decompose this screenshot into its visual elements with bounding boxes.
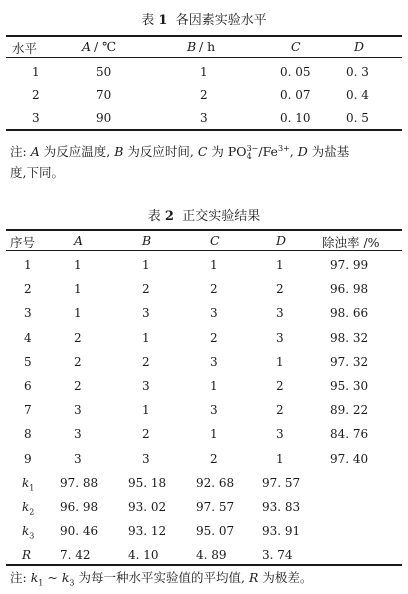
table2-cell: 2 xyxy=(276,379,284,393)
table2-header-removal-rate: 除浊率 /% xyxy=(322,235,380,250)
table2-cell: 3 xyxy=(276,306,284,321)
table2-stat-symbol: R xyxy=(22,548,32,563)
table2-cell: 1 xyxy=(210,427,218,442)
table2-cell: 1 xyxy=(74,258,82,272)
table2-cell: 7 xyxy=(24,403,32,418)
table1-header-d: D xyxy=(354,39,365,54)
table2-note-k3: k xyxy=(61,570,70,585)
table1-note-b: B xyxy=(114,144,124,160)
table2-cell: 8 xyxy=(24,427,32,442)
table2-cell: 3 xyxy=(142,306,150,321)
table2-note-prefix: 注: xyxy=(10,570,27,585)
table2-cell: 6 xyxy=(24,379,32,393)
table2-top-rule xyxy=(6,229,402,231)
table2-cell: 1 xyxy=(74,282,82,297)
table2-stat-cell: 93. 02 xyxy=(128,500,167,514)
table2-cell: 97. 32 xyxy=(330,354,369,369)
table2-cell: 1 xyxy=(276,258,284,272)
table2-stat-symbol: k xyxy=(22,475,30,490)
table1-cell: 3 xyxy=(200,111,208,125)
table2-stat-cell: 3. 74 xyxy=(262,548,293,563)
phosphate-charge: 3− xyxy=(246,143,259,153)
table2-title-number: 2 xyxy=(164,209,174,224)
table2-cell: 2 xyxy=(142,282,150,297)
table2-cell: 98. 66 xyxy=(330,306,369,321)
table2-cell: 3 xyxy=(210,306,218,321)
table2-stat-symbol: k xyxy=(22,524,30,539)
table2-cell: 3 xyxy=(210,354,218,369)
table1-header-b: B xyxy=(187,39,197,54)
table2-cell: 3 xyxy=(74,427,82,442)
table2-cell: 3 xyxy=(210,403,218,418)
table1-header-b-unit: / h xyxy=(199,39,216,54)
table1-cell: 0. 10 xyxy=(280,111,311,125)
table1-note-c: C xyxy=(197,144,208,160)
table2-stat-cell: 7. 42 xyxy=(60,548,91,563)
table2-note-k1: k xyxy=(30,570,39,585)
table2-stat-cell: 95. 07 xyxy=(196,524,235,539)
table1-note xyxy=(10,138,402,183)
phosphate-symbol: PO xyxy=(227,144,247,160)
table2-cell: 2 xyxy=(142,354,150,369)
table1-note-text: 度,下同。 xyxy=(10,165,64,181)
table1-header-a: A xyxy=(82,39,92,54)
table2-note-r: R xyxy=(248,570,259,585)
phosphate-formula xyxy=(228,144,258,159)
table1-cell: 70 xyxy=(96,88,112,102)
table2-stat-cell: 97. 88 xyxy=(60,475,99,490)
table2-cell: 1 xyxy=(276,354,284,369)
table1-note-text: 为 xyxy=(211,144,224,160)
table1-cell: 0. 07 xyxy=(280,88,311,102)
table2-stat-symbol: k xyxy=(22,500,30,514)
table2-cell: 2 xyxy=(276,403,284,418)
table2-stat-cell: 97. 57 xyxy=(262,475,301,490)
table2-cell: 1 xyxy=(142,330,150,345)
table1-title xyxy=(0,9,408,28)
table2-header-d: D xyxy=(276,233,287,248)
table1-cell: 2 xyxy=(200,88,208,102)
table2-stat-cell: 92. 68 xyxy=(196,475,235,490)
table2-cell: 3 xyxy=(74,403,82,418)
table1-header-a-unit: / ℃ xyxy=(94,39,117,54)
iron-charge: 3+ xyxy=(277,144,290,153)
table2-cell: 97. 40 xyxy=(330,451,369,466)
table2-header-index: 序号 xyxy=(10,235,36,250)
table2-stat-subscript: 2 xyxy=(29,507,35,517)
table2-note-k1-subscript: 1 xyxy=(38,578,44,588)
table1-note-a: A xyxy=(30,144,40,160)
table1-note-text: 为盐基 xyxy=(311,144,350,160)
table1-cell: 0. 5 xyxy=(346,111,369,125)
table2-cell: 3 xyxy=(276,330,284,345)
table2-cell: 3 xyxy=(142,451,150,466)
table2-cell: 1 xyxy=(74,306,82,321)
table2-header-a: A xyxy=(74,233,84,248)
table2-cell: 2 xyxy=(276,282,284,297)
table2-cell: 5 xyxy=(24,354,32,369)
table2-cell: 97. 99 xyxy=(330,258,369,272)
table1-cell: 0. 05 xyxy=(280,65,311,79)
table1-header-rule xyxy=(6,57,402,58)
table2-title-prefix: 表 xyxy=(147,209,161,224)
table1-cell: 2 xyxy=(32,88,40,102)
table1-bottom-rule xyxy=(6,129,402,131)
table1-note-d: D xyxy=(297,144,308,160)
table1-title-number: 1 xyxy=(158,13,168,28)
table2-stat-subscript: 3 xyxy=(29,531,35,541)
table2-cell: 2 xyxy=(24,282,32,297)
table2-header-b: B xyxy=(142,233,152,248)
table1-cell: 1 xyxy=(32,65,40,79)
table2-cell: 3 xyxy=(74,451,82,466)
table2-cell: 1 xyxy=(24,258,32,272)
table2-stat-cell: 90. 46 xyxy=(60,524,99,539)
table1-note-text: 为反应时间, xyxy=(127,144,194,160)
table1-header-level: 水平 xyxy=(12,41,38,56)
table1-note-prefix: 注: xyxy=(10,144,27,160)
table2-cell: 1 xyxy=(142,403,150,418)
table2-note-k3-subscript: 3 xyxy=(69,578,75,588)
table2-cell: 2 xyxy=(74,354,82,369)
table2-note-text: 为每一种水平实验值的平均值, xyxy=(78,570,245,585)
table1-cell: 50 xyxy=(96,65,112,79)
table2-cell: 2 xyxy=(210,451,218,466)
table1-top-rule xyxy=(6,35,402,37)
table2-stat-label xyxy=(22,524,34,540)
table1-cell: 1 xyxy=(200,65,208,79)
table2-stat-cell: 95. 18 xyxy=(128,475,167,490)
table2-title xyxy=(0,205,408,224)
table2-title-text: 正交实验结果 xyxy=(182,209,261,224)
table2-stat-subscript: 1 xyxy=(29,483,35,493)
table1-header-c: C xyxy=(291,39,301,54)
table2-stat-cell: 4. 10 xyxy=(128,548,159,563)
table1-note-text: 为反应温度, xyxy=(43,144,111,160)
table1-cell: 0. 3 xyxy=(346,65,369,79)
table2-cell: 2 xyxy=(74,330,82,345)
table2-stat-cell: 93. 12 xyxy=(128,524,167,539)
table2-cell: 1 xyxy=(210,258,218,272)
table2-cell: 84. 76 xyxy=(330,427,369,442)
table2-cell: 3 xyxy=(276,427,284,442)
table2-cell: 4 xyxy=(24,330,32,345)
table2-cell: 2 xyxy=(210,330,218,345)
table2-stat-cell: 96. 98 xyxy=(60,500,99,514)
table2-cell: 89. 22 xyxy=(330,403,369,418)
table2-cell: 9 xyxy=(24,451,32,466)
table2-stat-label xyxy=(22,548,31,564)
table2-stat-label xyxy=(22,476,34,492)
table2-stat-cell: 93. 91 xyxy=(262,524,301,539)
table2-cell: 1 xyxy=(142,258,150,272)
table1-title-prefix: 表 xyxy=(141,13,155,28)
table2-stat-cell: 97. 57 xyxy=(196,500,235,514)
table1-cell: 0. 4 xyxy=(346,88,369,102)
table2-cell: 96. 98 xyxy=(330,282,369,297)
table2-stat-cell: 4. 89 xyxy=(196,548,227,563)
iron-symbol: /Fe xyxy=(258,144,278,160)
table2-cell: 3 xyxy=(24,306,32,321)
table2-cell: 1 xyxy=(210,379,218,393)
table2-note-tilde: ~ xyxy=(47,570,58,585)
table2-cell: 2 xyxy=(74,379,82,393)
table2-bottom-rule xyxy=(6,564,402,566)
phosphate-subscript: 4 xyxy=(246,151,252,161)
table2-cell: 95. 30 xyxy=(330,379,369,393)
table1-cell: 90 xyxy=(96,111,112,125)
table2-cell: 98. 32 xyxy=(330,330,369,345)
table2-note-text: 为极差。 xyxy=(262,570,313,585)
table1-note-text: , xyxy=(289,144,294,160)
table2-cell: 2 xyxy=(210,282,218,297)
table2-cell: 2 xyxy=(142,427,150,442)
table2-note xyxy=(10,567,402,594)
table1-cell: 3 xyxy=(32,111,40,125)
table2-stat-label xyxy=(22,500,34,516)
table2-cell: 3 xyxy=(142,379,150,393)
table2-stat-cell: 93. 83 xyxy=(262,500,301,514)
table2-cell: 1 xyxy=(276,451,284,466)
table1-title-text: 各因素实验水平 xyxy=(175,13,267,28)
table2-header-c: C xyxy=(210,233,220,248)
